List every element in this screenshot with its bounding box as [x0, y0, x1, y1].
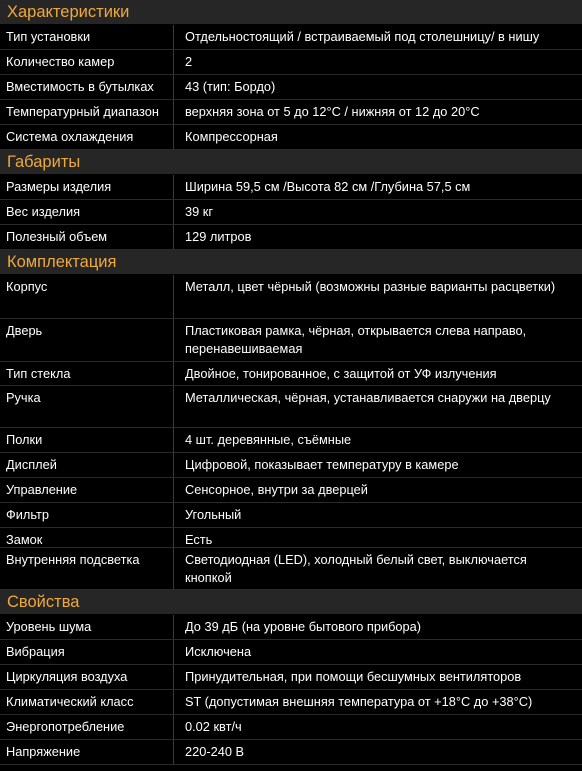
spec-label: Тип установки [0, 25, 174, 49]
spec-label: Тип стекла [0, 362, 174, 385]
spec-value: Металлическая, чёрная, устанавливается снаружи на дверцу [185, 390, 551, 405]
spec-row [0, 319, 582, 362]
spec-label: Циркуляция воздуха [0, 665, 174, 689]
spec-value: До 39 дБ (на уровне бытового прибора) [185, 619, 422, 634]
spec-row [0, 690, 582, 715]
section-equipment [0, 250, 582, 590]
spec-label: Вес изделия [0, 200, 174, 224]
spec-label: Управление [0, 478, 174, 502]
spec-value: Металл, цвет чёрный (возможны разные варианты расцветки) [185, 279, 556, 294]
spec-row [0, 640, 582, 665]
spec-value: Пластиковая рамка, чёрная, открывается слева направо, перенавешиваемая [185, 323, 527, 356]
spec-value: Двойное, тонированное, с защитой от УФ излучения [185, 366, 497, 381]
spec-value: Компрессорная [185, 129, 278, 144]
section-title: Характеристики [0, 0, 582, 25]
spec-label: Ручка [0, 386, 174, 427]
section-title: Габариты [0, 150, 582, 175]
spec-row [0, 615, 582, 640]
spec-label: Внутренняя подсветка [0, 548, 174, 589]
spec-label: Полезный объем [0, 225, 174, 249]
spec-value: Светодиодная (LED), холодный белый свет, выключается кнопкой [185, 552, 527, 585]
spec-value: Угольный [185, 507, 242, 522]
spec-value: Отдельностоящий / встраиваемый под столешницу/ в нишу [185, 29, 540, 44]
spec-value: 39 кг [185, 204, 214, 219]
spec-value: Ширина 59,5 см /Высота 82 см /Глубина 57,5 см [185, 179, 471, 194]
spec-row [0, 528, 582, 548]
spec-row [0, 125, 582, 150]
spec-label: Температурный диапазон [0, 100, 174, 124]
spec-label: Энергопотребление [0, 715, 174, 739]
spec-row [0, 740, 582, 765]
spec-value: 129 литров [185, 229, 252, 244]
spec-row [0, 100, 582, 125]
spec-label: Фильтр [0, 503, 174, 527]
spec-value: Цифровой, показывает температуру в камере [185, 457, 459, 472]
section-characteristics [0, 0, 582, 150]
spec-label: Полки [0, 428, 174, 452]
spec-value: верхняя зона от 5 до 12°C / нижняя от 12 до 20°C [185, 104, 480, 119]
spec-row [0, 715, 582, 740]
spec-row [0, 362, 582, 386]
spec-row [0, 478, 582, 503]
spec-row [0, 200, 582, 225]
spec-label: Уровень шума [0, 615, 174, 639]
spec-row [0, 503, 582, 528]
spec-row [0, 275, 582, 319]
spec-label: Вибрация [0, 640, 174, 664]
spec-label: Дисплей [0, 453, 174, 477]
spec-value: ST (допустимая внешняя температура от +18°C до +38°C) [185, 694, 533, 709]
spec-value: 220-240 В [185, 744, 245, 759]
spec-value: Исключена [185, 644, 252, 659]
spec-row [0, 225, 582, 250]
spec-value: Принудительная, при помощи бесшумных вентиляторов [185, 669, 522, 684]
spec-value: 43 (тип: Бордо) [185, 79, 276, 94]
spec-label: Размеры изделия [0, 175, 174, 199]
spec-value: 0.02 квт/ч [185, 719, 242, 734]
spec-label: Дверь [0, 319, 174, 361]
spec-value: Сенсорное, внутри за дверцей [185, 482, 368, 497]
spec-label: Напряжение [0, 740, 174, 764]
spec-row [0, 50, 582, 75]
spec-label: Количество камер [0, 50, 174, 74]
spec-row [0, 25, 582, 50]
spec-row [0, 665, 582, 690]
spec-row [0, 75, 582, 100]
section-title: Комплектация [0, 250, 582, 275]
section-properties [0, 590, 582, 765]
spec-label: Вместимость в бутылках [0, 75, 174, 99]
spec-row [0, 428, 582, 453]
spec-row [0, 175, 582, 200]
spec-row [0, 548, 582, 590]
section-dimensions [0, 150, 582, 250]
spec-label: Климатический класс [0, 690, 174, 714]
spec-value: 2 [185, 54, 193, 69]
spec-label: Система охлаждения [0, 125, 174, 149]
spec-label: Замок [0, 528, 174, 547]
section-title: Свойства [0, 590, 582, 615]
spec-value: 4 шт. деревянные, съёмные [185, 432, 352, 447]
spec-label: Корпус [0, 275, 174, 318]
spec-row [0, 386, 582, 428]
spec-row [0, 453, 582, 478]
spec-value: Есть [185, 532, 213, 547]
